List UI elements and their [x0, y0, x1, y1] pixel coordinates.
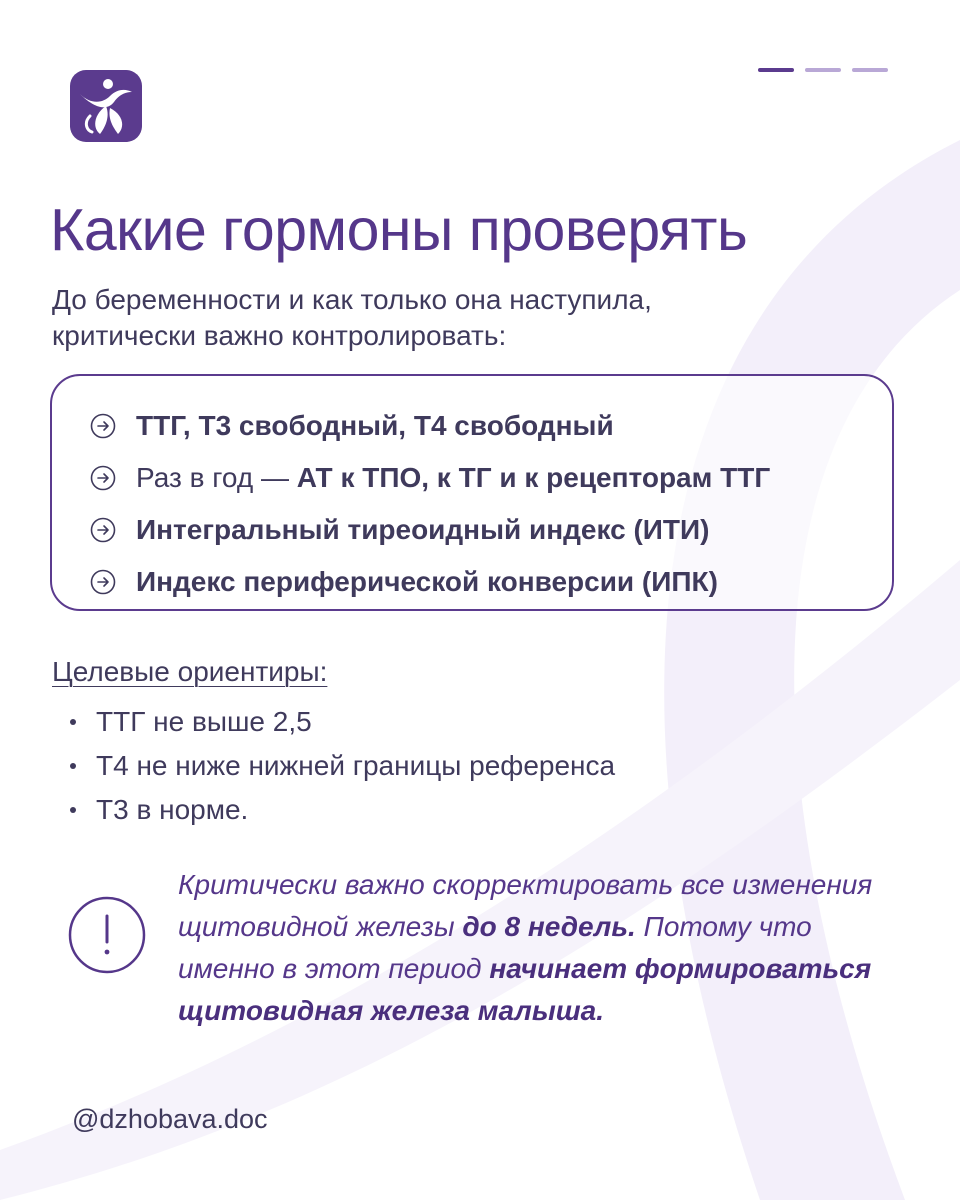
list-item: [70, 788, 615, 832]
subtitle: До беременности и как только она наступила, критически важно контролировать:: [52, 284, 652, 351]
targets-heading: Целевые ориентиры:: [52, 656, 328, 687]
checks-list: [52, 376, 892, 608]
arrow-circle-icon: [90, 413, 116, 439]
page-indicator: [758, 68, 888, 74]
exclamation-circle-icon: [68, 896, 146, 974]
check-item-text: Раз в год —: [136, 462, 297, 493]
arrow-circle-icon: [90, 517, 116, 543]
check-item: [90, 452, 892, 504]
note-text: Критически важно скорректировать все изменения щитовидной железы: [178, 869, 873, 942]
check-item-bold: ТТГ, Т3 свободный, Т4 свободный: [136, 410, 614, 441]
list-item-text: Т4 не ниже нижней границы референса: [96, 750, 616, 781]
list-item-text: ТТГ не выше 2,5: [96, 706, 312, 737]
page-dot: [852, 68, 888, 72]
list-item: [70, 744, 615, 788]
check-item: [90, 400, 892, 452]
page-dot-active: [758, 68, 794, 72]
important-note: [178, 864, 898, 1032]
checks-card: [50, 374, 894, 611]
bullet-icon: [70, 719, 76, 725]
page-title: Какие гормоны проверять: [50, 197, 748, 263]
arrow-circle-icon: [90, 465, 116, 491]
note-bold: до 8 недель.: [462, 911, 636, 942]
list-item-text: Т3 в норме.: [96, 794, 249, 825]
check-item-bold: Индекс периферической конверсии (ИПК): [136, 566, 718, 597]
author-handle: @dzhobava.doc: [72, 1104, 268, 1134]
page-dot: [805, 68, 841, 72]
check-item: [90, 504, 892, 556]
arrow-circle-icon: [90, 569, 116, 595]
check-item-bold: АТ к ТПО, к ТГ и к рецепторам ТТГ: [296, 462, 771, 493]
bullet-icon: [70, 807, 76, 813]
bullet-icon: [70, 763, 76, 769]
note-text: Потому что именно в этот период: [178, 911, 812, 984]
figure-flower-logo-icon: [70, 70, 142, 142]
note-bold: начинает формироваться щитовидная железа малыша.: [178, 953, 872, 1026]
check-item-bold: Интегральный тиреоидный индекс (ИТИ): [136, 514, 710, 545]
targets-list: [70, 700, 615, 832]
list-item: [70, 700, 615, 744]
check-item: [90, 556, 892, 608]
